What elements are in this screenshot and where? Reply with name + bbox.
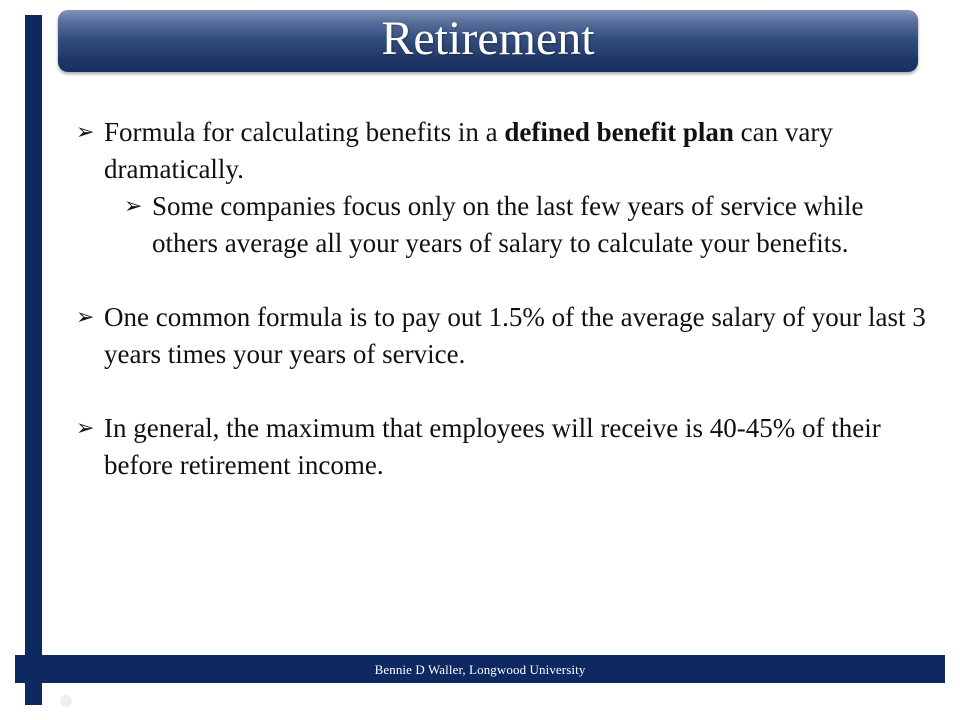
bullet-item-formula bbox=[72, 114, 932, 188]
spacer bbox=[72, 262, 932, 299]
bullet-item-common-formula bbox=[72, 299, 932, 373]
slide-title: Retirement bbox=[381, 12, 595, 65]
arrowhead-bullet-icon: ➢ bbox=[76, 305, 95, 330]
slide-body bbox=[72, 114, 932, 484]
arrowhead-bullet-icon: ➢ bbox=[76, 416, 95, 441]
bullet-text: can vary dramatically. bbox=[104, 117, 833, 184]
arrowhead-bullet-icon: ➢ bbox=[76, 120, 95, 145]
bullet-text: Formula for calculating benefits in a bbox=[104, 117, 505, 147]
spacer bbox=[72, 373, 932, 410]
bullet-text: One common formula is to pay out 1.5% of the average salary of your last 3 years times your years of service. bbox=[104, 302, 926, 369]
bullet-text: In general, the maximum that employees will receive is 40-45% of their before retirement income. bbox=[104, 413, 881, 480]
bullet-item-maximum bbox=[72, 410, 932, 484]
left-accent-bar bbox=[25, 15, 42, 705]
sub-bullet-text: Some companies focus only on the last few years of service while others average all your years of salary to calculate your benefits. bbox=[152, 191, 864, 258]
slide-corner-mark bbox=[60, 695, 72, 707]
bold-term: defined benefit plan bbox=[504, 117, 734, 147]
arrowhead-bullet-icon: ➢ bbox=[124, 194, 143, 219]
footer-credit: Bennie D Waller, Longwood University bbox=[374, 662, 586, 677]
sub-bullet-item-companies bbox=[120, 188, 932, 262]
